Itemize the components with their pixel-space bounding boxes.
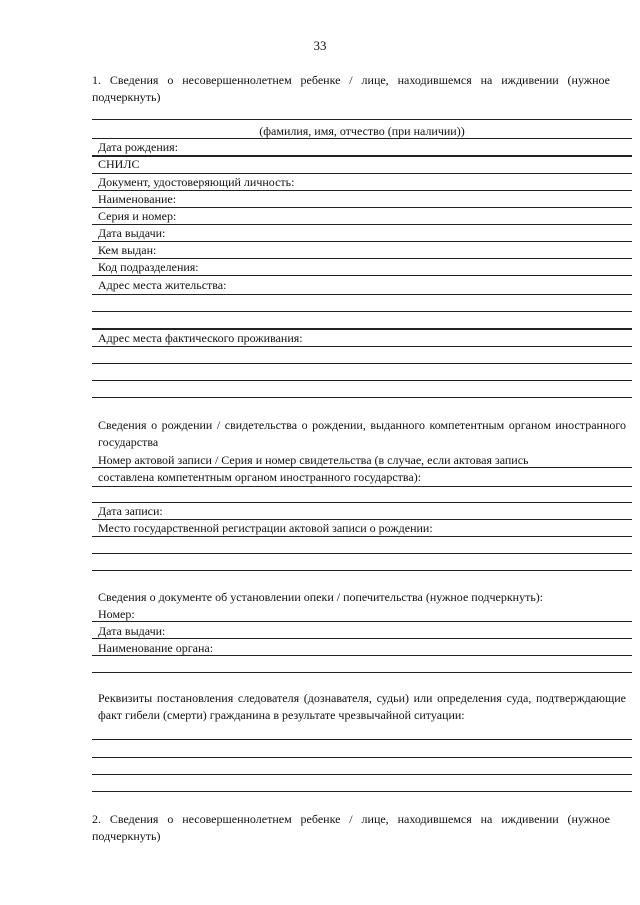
address-field-line	[92, 397, 632, 398]
divider	[92, 655, 632, 656]
divider	[92, 467, 632, 468]
divider	[92, 173, 632, 174]
residence-address-label: Адрес места жительства:	[98, 278, 227, 292]
record-field-line	[92, 502, 632, 503]
registration-field-line	[92, 570, 632, 571]
address-field-line	[92, 328, 632, 330]
decree-field-line	[92, 774, 632, 775]
address-field-line	[92, 311, 632, 312]
divider	[92, 190, 632, 191]
decree-info-label: Реквизиты постановления следователя (дознавателя, судьи) или определения суда, подтверждающие факт гибели (смерти) гражданина в результате чрезвычайной ситуации:	[98, 691, 626, 722]
record-field-line	[92, 486, 632, 487]
page-number: 33	[313, 38, 327, 53]
doc-issued-by-label: Кем выдан:	[98, 243, 157, 257]
divider	[92, 638, 632, 639]
section-1-title: 1. Сведения о несовершеннолетнем ребенке / лице, находившемся на иждивении (нужное подчеркнуть)	[92, 73, 610, 104]
divider	[92, 519, 632, 520]
fio-caption: (фамилия, имя, отчество (при наличии))	[259, 124, 465, 138]
divider	[92, 224, 632, 225]
section-2-title: 2. Сведения о несовершеннолетнем ребенке / лице, находившемся на иждивении (нужное подчеркнуть)	[92, 812, 610, 843]
registration-place-label: Место государственной регистрации актовой записи о рождении:	[98, 521, 433, 535]
record-number-label-cont: составлена компетентным органом иностранного государства):	[98, 470, 422, 484]
divider	[92, 155, 632, 157]
registration-field-line	[92, 553, 632, 554]
guardianship-field-line	[92, 672, 632, 673]
record-number-label: Номер актовой записи / Серия и номер свидетельства (в случае, если актовая запись	[98, 453, 529, 467]
divider	[92, 536, 632, 537]
guardianship-date-label: Дата выдачи:	[98, 624, 166, 638]
guardianship-org-label: Наименование органа:	[98, 641, 214, 655]
doc-series-label: Серия и номер:	[98, 209, 177, 223]
divider	[92, 138, 632, 139]
snils-label: СНИЛС	[98, 157, 140, 171]
decree-field-line	[92, 791, 632, 792]
divider	[92, 207, 632, 208]
divider	[92, 621, 632, 622]
guardianship-number-label: Номер:	[98, 607, 135, 621]
divider	[92, 241, 632, 242]
divider	[92, 275, 632, 276]
id-document-label: Документ, удостоверяющий личность:	[98, 175, 295, 189]
address-field-line	[92, 380, 632, 381]
divider	[92, 258, 632, 259]
birth-date-label: Дата рождения:	[98, 140, 179, 154]
address-field-line	[92, 363, 632, 364]
birth-info-label: Сведения о рождении / свидетельства о рождении, выданного компетентным органом иностранного государства	[98, 418, 626, 449]
decree-field-line	[92, 757, 632, 758]
doc-division-code-label: Код подразделения:	[98, 260, 199, 274]
doc-issue-date-label: Дата выдачи:	[98, 226, 166, 240]
decree-field-line	[92, 739, 632, 740]
actual-address-label: Адрес места фактического проживания:	[98, 331, 303, 345]
divider	[92, 294, 632, 295]
record-date-label: Дата записи:	[98, 504, 163, 518]
divider	[92, 346, 632, 347]
fio-field-line	[92, 119, 632, 120]
guardianship-info-label: Сведения о документе об установлении опеки / попечительства (нужное подчеркнуть):	[98, 590, 544, 604]
doc-name-label: Наименование:	[98, 192, 177, 206]
